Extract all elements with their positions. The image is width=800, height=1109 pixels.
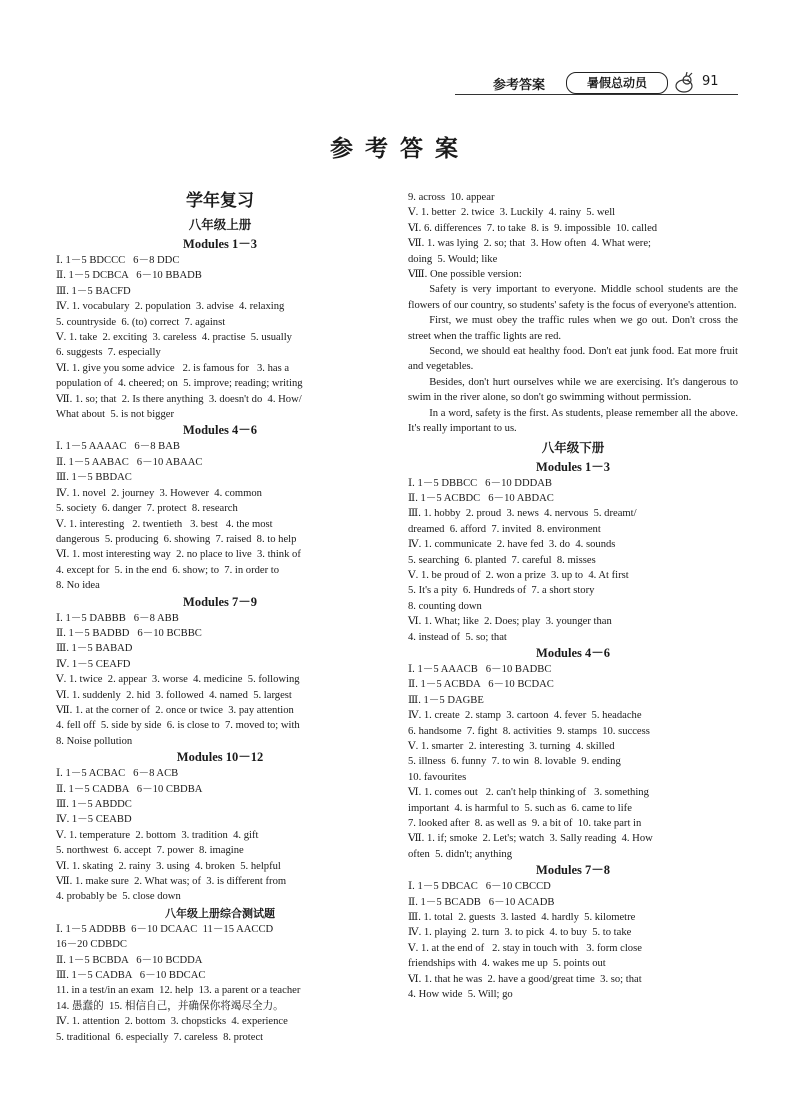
answer-line: Ⅴ. 1. at the end of 2. stay in touch with 3. form close xyxy=(408,942,642,954)
answer-line: Ⅱ. 1－5 BADBD 6－10 BCBBC xyxy=(56,627,202,639)
answer-line: doing 5. Would; like xyxy=(408,253,498,265)
answer-line: Ⅰ. 1－5 ACBAC 6－8 ACB xyxy=(56,768,179,780)
answer-line: Ⅱ. 1－5 BCBDA 6－10 BCDDA xyxy=(56,954,203,966)
answer-line: 6. suggests 7. especially xyxy=(56,347,161,359)
answer-line: 14. 愚蠢的 15. 相信自己，并确保你将竭尽全力。 xyxy=(56,1000,284,1012)
answer-line: Ⅲ. 1－5 BBDAC xyxy=(56,472,132,484)
header-label: 参考答案 xyxy=(493,78,546,93)
answer-line: 4. except for 5. in the end 6. show; to 7. in order to xyxy=(56,564,280,576)
answer-line: Ⅰ. 1－5 DABBB 6－8 ABB xyxy=(56,612,179,624)
answer-line: Ⅱ. 1－5 ACBDC 6－10 ABDAC xyxy=(408,492,554,504)
answer-line: Ⅵ. 1. most interesting way 2. no place to live 3. think of xyxy=(56,549,301,561)
module-heading: Modules 1－3 xyxy=(536,459,610,474)
module-heading: Modules 10－12 xyxy=(176,750,264,765)
module-heading: Modules 1－3 xyxy=(183,237,257,251)
answer-line: Ⅰ. 1－5 AAACB 6－10 BADBC xyxy=(408,663,552,675)
answer-line: Ⅰ. 1－5 ADDBB 6－10 DCAAC 11－15 AACCD xyxy=(56,923,274,935)
answer-line: 9. across 10. appear xyxy=(408,192,495,203)
answer-line: Ⅴ. 1. temperature 2. bottom 3. tradition 4. gift xyxy=(56,829,259,841)
answer-line: Ⅵ. 1. that he was 2. have a good/great time 3. so; that xyxy=(408,973,642,985)
answer-line: Ⅴ. 1. interesting 2. twentieth 3. best 4. the most xyxy=(56,518,273,530)
answer-line: Ⅰ. 1－5 DBCAC 6－10 CBCCD xyxy=(408,881,551,893)
answer-line: 16－20 CDBDC xyxy=(56,939,127,951)
answer-line: Ⅳ. 1. create 2. stamp 3. cartoon 4. fever 5. headache xyxy=(408,710,642,722)
series-badge: 暑假总动员 xyxy=(566,72,668,94)
answer-line: Ⅴ. 1. better 2. twice 3. Luckily 4. rainy 5. well xyxy=(408,207,616,219)
page-number: 91 xyxy=(702,74,719,89)
answer-line: Ⅵ. 1. give you some advice 2. is famous for 3. has a xyxy=(56,362,290,374)
answer-line: Ⅲ. 1－5 ABDDC xyxy=(56,799,132,810)
answer-line: Ⅵ. 6. differences 7. to take 8. is 9. impossible 10. called xyxy=(408,222,658,234)
answer-line: Ⅲ. 1. hobby 2. proud 3. news 4. nervous 5. dreamt/ xyxy=(408,508,637,520)
answer-line: Ⅵ. 1. skating 2. rainy 3. using 4. broken 5. helpful xyxy=(56,860,281,872)
answer-line: Ⅶ. 1. was lying 2. so; that 3. How often 4. What were; xyxy=(408,238,651,250)
answer-line: Ⅴ. 1. be proud of 2. won a prize 3. up to 4. At first xyxy=(408,569,629,581)
answer-line: Ⅶ. 1. at the corner of 2. once or twice 3. pay attention xyxy=(56,704,294,716)
answer-line: 4. How wide 5. Will; go xyxy=(408,989,513,1001)
answer-line: 11. in a test/in an exam 12. help 13. a parent or a teacher xyxy=(56,985,301,997)
answer-line: Ⅶ. 1. make sure 2. What was; of 3. is different from xyxy=(56,876,287,888)
answer-line: Ⅰ. 1－5 BDCCC 6－8 DDC xyxy=(56,255,180,266)
module-heading: Modules 4－6 xyxy=(183,423,257,438)
answer-line: Ⅳ. 1. playing 2. turn 3. to pick 4. to buy 5. to take xyxy=(408,927,632,939)
answer-line: 8. counting down xyxy=(408,600,482,612)
essay-paragraph: Besides, don't hurt ourselves while we are exercising. It's dangerous to swim in the river alone, so don't go swimming without permission. xyxy=(408,376,738,404)
answer-line: friendships with 4. wakes me up 5. points out xyxy=(408,958,606,970)
answer-line: population of 4. cheered; on 5. improve; reading; writing xyxy=(56,378,303,390)
answer-line: Ⅴ. 1. take 2. exciting 3. careless 4. practise 5. usually xyxy=(56,332,292,344)
answer-line: Ⅱ. 1－5 AABAC 6－10 ABAAC xyxy=(56,456,203,468)
essay-paragraph: Second, we should eat healthy food. Don't eat junk food. Eat more fruit and vegetables. xyxy=(408,346,738,373)
answer-line: Ⅳ. 1. communicate 2. have fed 3. do 4. sounds xyxy=(408,539,616,551)
answer-line: 8. Noise pollution xyxy=(56,735,133,747)
answer-line: 10. favourites xyxy=(408,771,467,783)
answer-line: 4. probably be 5. close down xyxy=(56,891,181,903)
answer-line: Ⅶ. 1. so; that 2. Is there anything 3. doesn't do 4. How/ xyxy=(56,393,302,405)
answer-line: often 5. didn't; anything xyxy=(408,848,513,860)
module-heading: Modules 7－8 xyxy=(536,863,610,878)
answer-line: 5. northwest 6. accept 7. power 8. imagine xyxy=(56,845,244,857)
answer-line: Ⅱ. 1－5 DCBCA 6－10 BBADB xyxy=(56,270,202,282)
answer-line: Ⅲ. 1－5 BABAD xyxy=(56,643,133,655)
module-heading: Modules 4－6 xyxy=(536,645,610,660)
answer-line: 7. looked after 8. as well as 9. a bit of 10. take part in xyxy=(408,818,642,830)
page-title: 参考答案 xyxy=(330,136,470,162)
section-heading: 学年复习 xyxy=(186,191,254,211)
answer-line: Ⅵ. 1. comes out 2. can't help thinking of 3. something xyxy=(408,787,649,799)
answer-line: dreamed 6. afford 7. invited 8. environment xyxy=(408,523,601,535)
answer-line: 4. fell off 5. side by side 6. is close to 7. moved to; with xyxy=(56,720,300,732)
answer-line: 5. searching 6. planted 7. careful 8. misses xyxy=(408,554,596,566)
answer-line: 8. No idea xyxy=(56,580,100,592)
answer-line: Ⅰ. 1－5 AAAAC 6－8 BAB xyxy=(56,441,180,453)
answer-line: Ⅵ. 1. What; like 2. Does; play 3. younger than xyxy=(408,616,612,628)
answer-line: 5. countryside 6. (to) correct 7. against xyxy=(56,316,226,328)
answer-line: important 4. is harmful to 5. such as 6. came to life xyxy=(408,802,632,814)
answer-line: Ⅳ. 1－5 CEABD xyxy=(56,814,132,826)
answer-line: dangerous 5. producing 6. showing 7. raised 8. to help xyxy=(56,533,297,545)
answer-line: Ⅲ. 1－5 CADBA 6－10 BDCAC xyxy=(56,970,206,982)
grade-heading: 八年级上册 xyxy=(188,217,252,232)
grade-heading: 八年级下册 xyxy=(541,439,605,455)
answer-line: Ⅱ. 1－5 BCADB 6－10 ACADB xyxy=(408,896,555,908)
essay-paragraph: In a word, safety is the first. As students, please remember all the above. It's really important to us. xyxy=(408,407,738,435)
header-rule xyxy=(455,94,738,95)
essay-paragraph: Safety is very important to everyone. Middle school students are the flowers of our country, so students' safety is the focus of everyone's attention. xyxy=(408,284,738,311)
answer-line: Ⅳ. 1. attention 2. bottom 3. chopsticks 4. experience xyxy=(56,1016,288,1028)
answer-line: Ⅲ. 1－5 DAGBE xyxy=(408,694,484,706)
answer-line: 5. society 6. danger 7. protect 8. research xyxy=(56,503,238,515)
answer-line: Ⅵ. 1. suddenly 2. hid 3. followed 4. named 5. largest xyxy=(56,689,292,701)
answer-line: Ⅳ. 1. novel 2. journey 3. However 4. common xyxy=(56,487,262,499)
test-heading: 八年级上册综合测试题 xyxy=(165,906,275,920)
answer-line: 5. It's a pity 6. Hundreds of 7. a short story xyxy=(408,585,595,597)
answer-line: What about 5. is not bigger xyxy=(56,409,174,421)
answer-line: Ⅱ. 1－5 ACBDA 6－10 BCDAC xyxy=(408,679,554,691)
answer-line: Ⅱ. 1－5 CADBA 6－10 CBDBA xyxy=(56,783,203,795)
right-column xyxy=(408,190,738,1003)
page-header xyxy=(0,72,800,98)
left-column xyxy=(56,188,384,1045)
answer-line: Ⅴ. 1. smarter 2. interesting 3. turning 4. skilled xyxy=(408,741,615,752)
mascot-icon xyxy=(672,72,696,94)
answer-line: Ⅳ. 1－5 CEAFD xyxy=(56,658,131,670)
answer-line: Ⅳ. 1. vocabulary 2. population 3. advise 4. relaxing xyxy=(56,301,285,313)
module-heading: Modules 7－9 xyxy=(183,594,257,609)
answer-line: 6. handsome 7. fight 8. activities 9. stamps 10. success xyxy=(408,725,650,737)
answer-line: Ⅲ. 1. total 2. guests 3. lasted 4. hardly 5. kilometre xyxy=(408,912,636,924)
answer-line: 4. instead of 5. so; that xyxy=(408,631,507,643)
answer-line: Ⅶ. 1. if; smoke 2. Let's; watch 3. Sally reading 4. How xyxy=(408,833,653,845)
answer-line: 5. traditional 6. especially 7. careless 8. protect xyxy=(56,1031,264,1043)
essay-paragraph: First, we must obey the traffic rules when we go out. Don't cross the street when the traffic lights are red. xyxy=(408,315,738,342)
answer-line: Ⅷ. One possible version: xyxy=(408,269,522,281)
answer-line: 5. illness 6. funny 7. to win 8. lovable 9. ending xyxy=(408,756,621,768)
answer-line: Ⅴ. 1. twice 2. appear 3. worse 4. medicine 5. following xyxy=(56,674,300,686)
answer-line: Ⅰ. 1－5 DBBCC 6－10 DDDAB xyxy=(408,477,552,489)
answer-line: Ⅲ. 1－5 BACFD xyxy=(56,285,131,297)
